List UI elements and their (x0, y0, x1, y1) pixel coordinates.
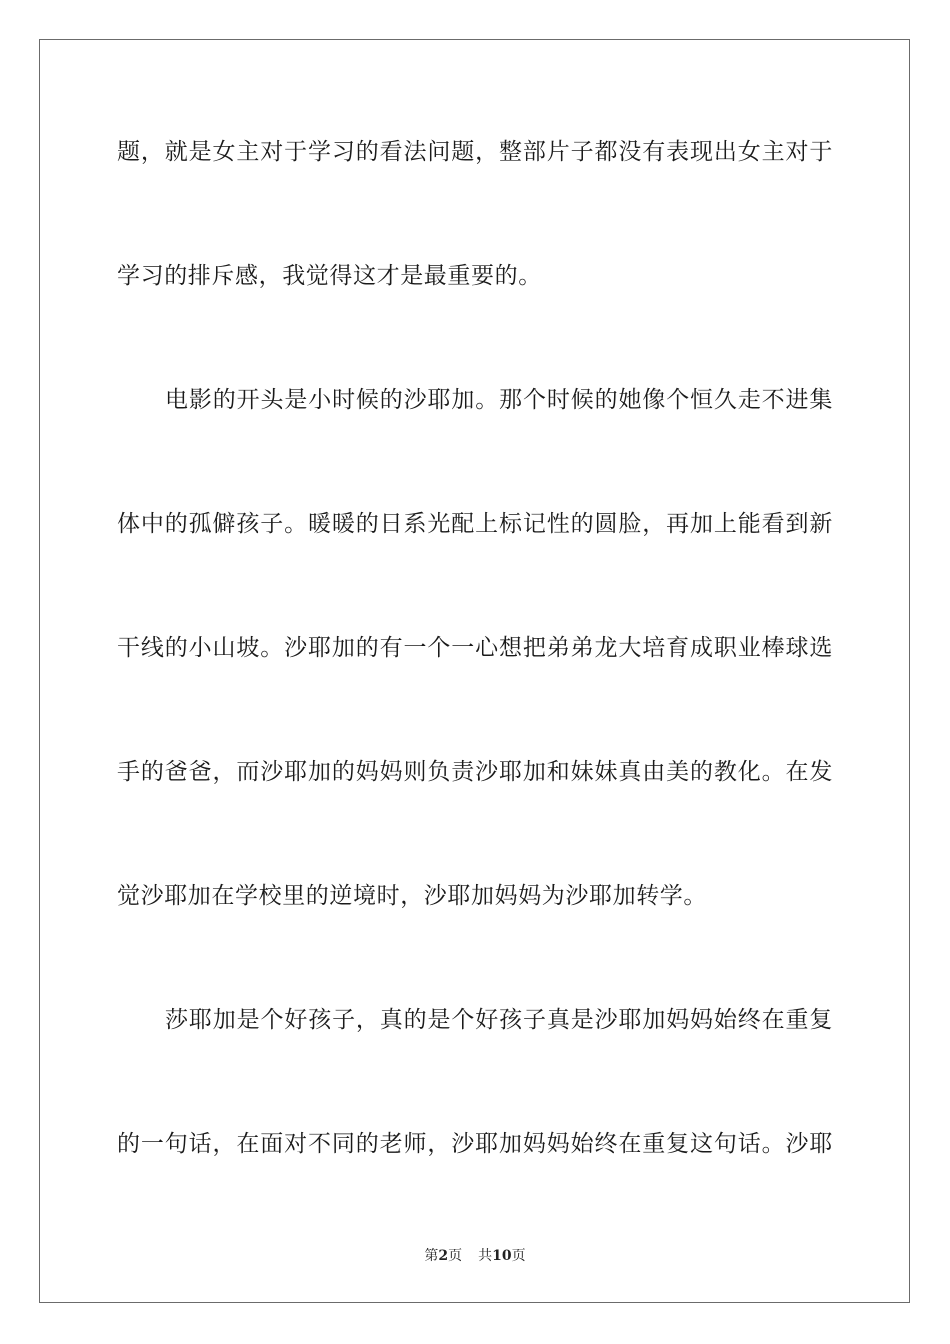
body-text-line: 学习的排斥感，我觉得这才是最重要的。 (117, 263, 542, 289)
page-prefix: 第 (424, 1248, 439, 1264)
current-page-number: 2 (438, 1248, 449, 1264)
total-prefix: 共 (478, 1248, 493, 1264)
total-page-count: 10 (492, 1248, 512, 1264)
body-text-line: 题，就是女主对于学习的看法问题，整部片子都没有表现出女主对于 (117, 139, 833, 165)
page-footer (0, 1247, 950, 1265)
total-suffix: 页 (511, 1248, 526, 1264)
page-suffix: 页 (448, 1248, 463, 1264)
body-text-line: 手的爸爸，而沙耶加的妈妈则负责沙耶加和妹妹真由美的教化。在发 (117, 759, 833, 785)
body-text-line: 干线的小山坡。沙耶加的有一个一心想把弟弟龙大培育成职业棒球选 (117, 635, 833, 661)
body-text-line: 觉沙耶加在学校里的逆境时，沙耶加妈妈为沙耶加转学。 (117, 883, 707, 909)
paragraph-first-line: 电影的开头是小时候的沙耶加。那个时候的她像个恒久走不进集 (165, 387, 833, 413)
body-text-line: 体中的孤僻孩子。暖暖的日系光配上标记性的圆脸，再加上能看到新 (117, 511, 833, 537)
page-border (39, 39, 910, 1303)
paragraph-first-line: 莎耶加是个好孩子，真的是个好孩子真是沙耶加妈妈始终在重复 (165, 1007, 833, 1033)
body-text-line: 的一句话，在面对不同的老师，沙耶加妈妈始终在重复这句话。沙耶 (117, 1131, 833, 1157)
